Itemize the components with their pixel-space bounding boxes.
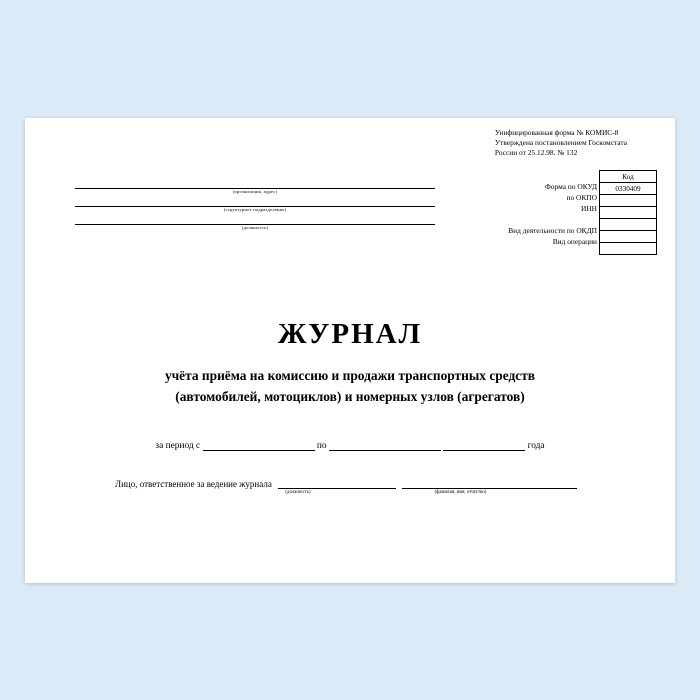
table-row <box>600 183 657 195</box>
period-start-input[interactable] <box>203 440 315 451</box>
subdivision-field-row[interactable] <box>75 198 435 216</box>
code-value-okpo[interactable] <box>600 195 657 207</box>
table-row <box>600 219 657 231</box>
period-row <box>25 440 675 451</box>
table-row <box>600 231 657 243</box>
table-row <box>600 243 657 255</box>
code-value-inn[interactable] <box>600 207 657 219</box>
period-end-input[interactable] <box>329 440 441 451</box>
code-table <box>599 170 657 255</box>
responsible-person-block <box>115 478 615 500</box>
code-value-okdp[interactable] <box>600 231 657 243</box>
responsible-name-input[interactable] <box>402 478 577 489</box>
form-header-line-1: Унифицированная форма № КОМИС-8 <box>494 128 619 137</box>
table-row <box>600 207 657 219</box>
code-table-header-cell: Код <box>600 171 657 183</box>
responsible-position-caption: (должность) <box>285 490 311 495</box>
period-year-input[interactable] <box>443 440 525 451</box>
period-middle-label: по <box>316 441 327 451</box>
responsible-position-input[interactable] <box>278 478 396 489</box>
code-label-okpo: по ОКПО <box>566 193 597 202</box>
form-header-block <box>495 128 627 158</box>
form-header-line-3: России от 25.12.98. № 132 <box>494 147 578 157</box>
responsible-name-caption: (фамилия, имя, отчество) <box>434 490 487 495</box>
organization-caption: (организация, адрес) <box>232 189 278 194</box>
subdivision-caption: (структурное подразделение) <box>223 207 287 212</box>
table-row <box>600 171 657 183</box>
period-suffix-label: года <box>527 441 545 451</box>
subtitle-line-1: учёта приёма на комиссию и продажи транспортных средств <box>164 368 536 383</box>
page-title: ЖУРНАЛ <box>277 318 423 350</box>
table-row <box>600 195 657 207</box>
position-caption: (должность) <box>241 225 269 230</box>
page-subtitle <box>85 366 615 408</box>
code-label-okdp: Вид деятельности по ОКДП <box>508 226 597 235</box>
subtitle-line-2: (автомобилей, мотоциклов) и номерных узлов (агрегатов) <box>175 388 525 404</box>
organization-field-row[interactable] <box>75 180 435 198</box>
code-value-blank[interactable] <box>600 219 657 231</box>
form-header-line-2: Утверждена постановлением Госкомстата <box>494 137 627 147</box>
code-label-okud: Форма по ОКУД <box>544 182 597 191</box>
organization-fields <box>75 180 435 234</box>
period-prefix-label: за период с <box>155 441 201 451</box>
code-value-okud[interactable]: 0330409 <box>600 183 657 195</box>
code-label-operation: Вид операции <box>552 237 597 246</box>
code-value-operation[interactable] <box>600 243 657 255</box>
document-sheet <box>25 118 675 583</box>
position-field-row[interactable] <box>75 216 435 234</box>
code-label-inn: ИНН <box>580 204 597 213</box>
responsible-label: Лицо, ответственное за ведение журнала <box>115 479 272 489</box>
